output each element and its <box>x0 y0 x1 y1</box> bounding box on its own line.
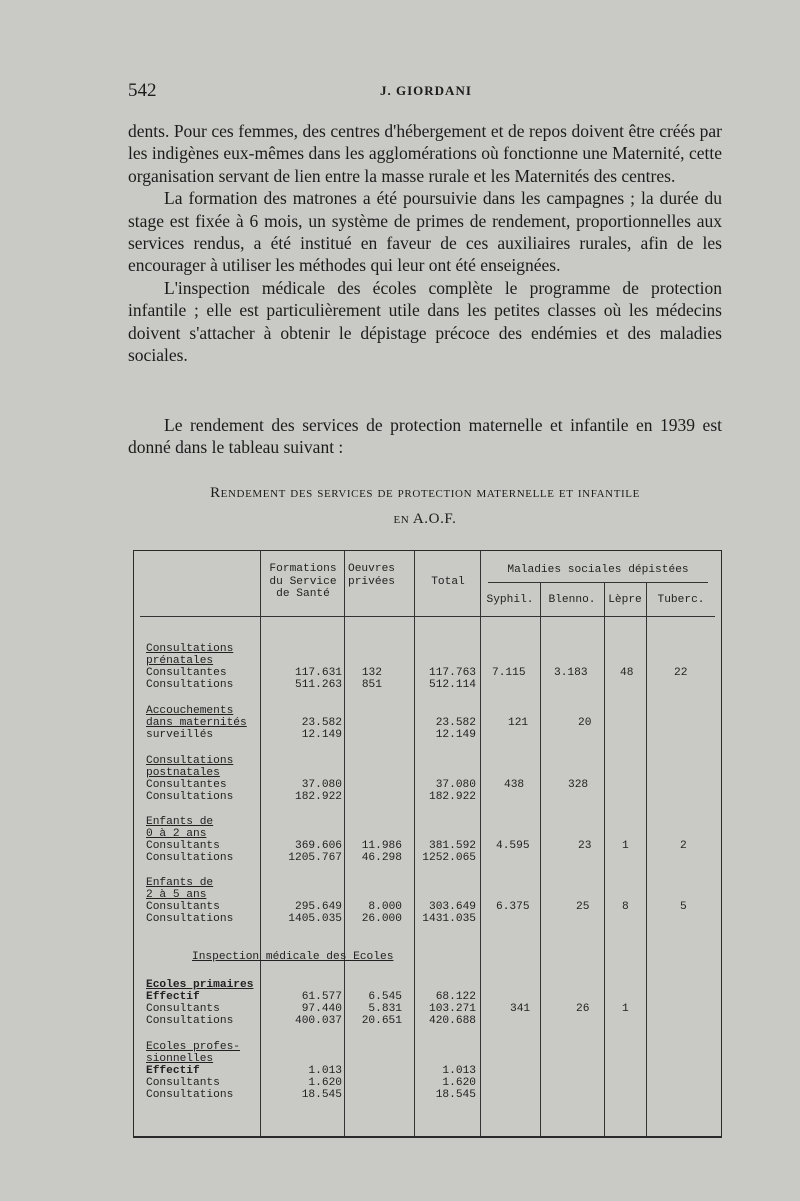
table-caption <box>128 480 722 532</box>
cell-blenno: 26 <box>576 1003 590 1015</box>
col-rule <box>646 583 647 1136</box>
cell-tuberc: 22 <box>674 667 688 679</box>
paragraph-2: La formation des matrones a été poursuivie dans les campagnes ; la durée du stage est fixée à 6 mois, un système de primes de rendement, proportionnelles aux services rendus, a été institué en faveur de ces auxiliaires rurales, afin de les encourager à utiliser les méthodes qui leur ont été enseignées. <box>128 188 722 276</box>
hdr-lepre: Lèpre <box>608 594 642 606</box>
cell-total: 1.620 <box>442 1077 476 1089</box>
cell-fs: 97.440 <box>301 1003 342 1015</box>
cell-fs: 182.922 <box>295 791 342 803</box>
cell-blenno: 3.183 <box>554 667 588 679</box>
cell-total: 103.271 <box>429 1003 476 1015</box>
running-author: J. GIORDANI <box>380 83 472 98</box>
cell-fs: 1.620 <box>308 1077 342 1089</box>
row-label: Consultants <box>146 1003 220 1015</box>
section-title: Consultations <box>146 643 234 655</box>
cell-total: 512.114 <box>429 679 476 691</box>
cell-fs: 1205.767 <box>288 852 342 864</box>
cell-syphil: 6.375 <box>496 901 530 913</box>
page-number: 542 <box>128 80 157 101</box>
cell-fs: 12.149 <box>301 729 342 741</box>
hdr-tuberc: Tuberc. <box>657 594 705 606</box>
row-label: Consultations <box>146 852 234 864</box>
hdr-blenno: Blenno. <box>548 594 596 606</box>
cell-op: 11.986 <box>361 840 402 852</box>
header-rule <box>488 582 708 583</box>
cell-lepre: 48 <box>620 667 634 679</box>
row-label: Effectif <box>146 991 200 1003</box>
hdr-formations-2: du Service <box>269 575 337 588</box>
row-label: Consultants <box>146 901 220 913</box>
row-label: Consultantes <box>146 667 227 679</box>
col-rule <box>604 583 605 1136</box>
cell-fs: 511.263 <box>295 679 342 691</box>
cell-op: 5.831 <box>368 1003 402 1015</box>
cell-total: 37.080 <box>435 779 476 791</box>
cell-fs: 37.080 <box>301 779 342 791</box>
row-label: Consultations <box>146 913 234 925</box>
paragraph-3: L'inspection médicale des écoles complète le programme de protection infantile ; elle est particulièrement utile dans les petites classes où les médecins doivent s'attacher à obtenir le dépistage précoce des endémies et des maladies sociales. <box>128 277 722 366</box>
hdr-formations-3: de Santé <box>276 588 330 600</box>
cell-blenno: 23 <box>578 840 592 852</box>
section-subtitle: sionnelles <box>146 1053 214 1065</box>
cell-total: 117.763 <box>429 667 476 679</box>
section-subtitle: 0 à 2 ans <box>146 828 207 840</box>
cell-lepre: 1 <box>622 840 629 852</box>
caption-line-1: Rendement des services de protection maternelle et infantile <box>210 485 640 501</box>
cell-blenno: 328 <box>568 779 589 791</box>
cell-fs: 18.545 <box>301 1089 342 1101</box>
cell-fs: 23.582 <box>301 717 342 729</box>
section-subtitle: dans maternités <box>146 717 247 729</box>
section-title: Enfants de <box>146 816 214 828</box>
cell-lepre: 1 <box>622 1003 629 1015</box>
row-label: Consultants <box>146 1077 220 1089</box>
cell-syphil: 438 <box>504 779 525 791</box>
cell-fs: 1.013 <box>308 1065 342 1077</box>
cell-op: 6.545 <box>368 991 402 1003</box>
row-label: Consultantes <box>146 779 227 791</box>
cell-op: 46.298 <box>361 852 402 864</box>
inspection-title: Inspection médicale des Ecoles <box>192 951 394 963</box>
col-rule <box>344 551 345 1136</box>
col-rule <box>540 583 541 1136</box>
row-label: Consultations <box>146 791 234 803</box>
section-title: Ecoles primaires <box>146 979 254 991</box>
cell-total: 18.545 <box>435 1089 476 1101</box>
cell-op: 20.651 <box>361 1015 402 1027</box>
section-title: Accouchements <box>146 705 234 717</box>
caption-line-2: en A.O.F. <box>393 511 457 527</box>
hdr-maladies: Maladies sociales dépistées <box>507 564 689 576</box>
cell-op: 8.000 <box>368 901 402 913</box>
cell-op: 132 <box>361 667 382 679</box>
cell-tuberc: 5 <box>680 901 687 913</box>
cell-syphil: 121 <box>508 717 529 729</box>
row-label: Consultations <box>146 679 234 691</box>
header-bottom-rule <box>140 616 715 617</box>
hdr-total: Total <box>431 576 465 588</box>
cell-blenno: 20 <box>578 717 592 729</box>
hdr-syphil: Syphil. <box>486 594 534 606</box>
cell-total: 303.649 <box>429 901 476 913</box>
cell-total: 1.013 <box>442 1065 476 1077</box>
cell-syphil: 341 <box>510 1003 531 1015</box>
body-text <box>128 120 722 366</box>
cell-fs: 400.037 <box>295 1015 342 1027</box>
cell-total: 381.592 <box>429 840 476 852</box>
cell-lepre: 8 <box>622 901 629 913</box>
cell-total: 1252.065 <box>422 852 476 864</box>
row-label: Consultants <box>146 840 220 852</box>
cell-syphil: 4.595 <box>496 840 530 852</box>
cell-syphil: 7.115 <box>492 667 526 679</box>
row-label: surveillés <box>146 729 214 741</box>
cell-fs: 1405.035 <box>288 913 342 925</box>
cell-total: 68.122 <box>435 991 476 1003</box>
col-rule <box>480 551 481 1136</box>
cell-tuberc: 2 <box>680 840 687 852</box>
cell-fs: 117.631 <box>295 667 342 679</box>
row-label: Consultations <box>146 1089 234 1101</box>
cell-total: 1431.035 <box>422 913 476 925</box>
cell-total: 23.582 <box>435 717 476 729</box>
hdr-oeuvres-1: Oeuvres <box>348 563 395 575</box>
hdr-formations-1: Formations <box>269 563 337 575</box>
section-title: Ecoles profes- <box>146 1041 240 1053</box>
cell-blenno: 25 <box>576 901 590 913</box>
row-label: Consultations <box>146 1015 234 1027</box>
col-rule <box>260 551 261 1136</box>
statistics-table <box>133 550 722 1138</box>
cell-op: 26.000 <box>361 913 402 925</box>
cell-fs: 61.577 <box>301 991 342 1003</box>
row-label: Effectif <box>146 1065 200 1077</box>
section-subtitle: postnatales <box>146 767 220 779</box>
col-rule <box>414 551 415 1136</box>
cell-total: 182.922 <box>429 791 476 803</box>
cell-fs: 369.606 <box>295 840 342 852</box>
paragraph-4: Le rendement des services de protection maternelle et infantile en 1939 est donné dans le tableau suivant : <box>128 415 722 458</box>
cell-fs: 295.649 <box>295 901 342 913</box>
running-head <box>128 80 728 102</box>
section-title: Enfants de <box>146 877 214 889</box>
section-title: Consultations <box>146 755 234 767</box>
section-subtitle: 2 à 5 ans <box>146 889 207 901</box>
cell-total: 12.149 <box>435 729 476 741</box>
cell-total: 420.688 <box>429 1015 476 1027</box>
hdr-oeuvres-2: privées <box>348 575 395 588</box>
cell-op: 851 <box>361 679 382 691</box>
paragraph-1: dents. Pour ces femmes, des centres d'hébergement et de repos doivent être créés par les indigènes eux-mêmes dans les agglomérations où fonctionne une Maternité, cette organisation servant de lien entre la masse rurale et les Maternités des centres. <box>128 121 722 186</box>
section-subtitle: prénatales <box>146 655 214 667</box>
